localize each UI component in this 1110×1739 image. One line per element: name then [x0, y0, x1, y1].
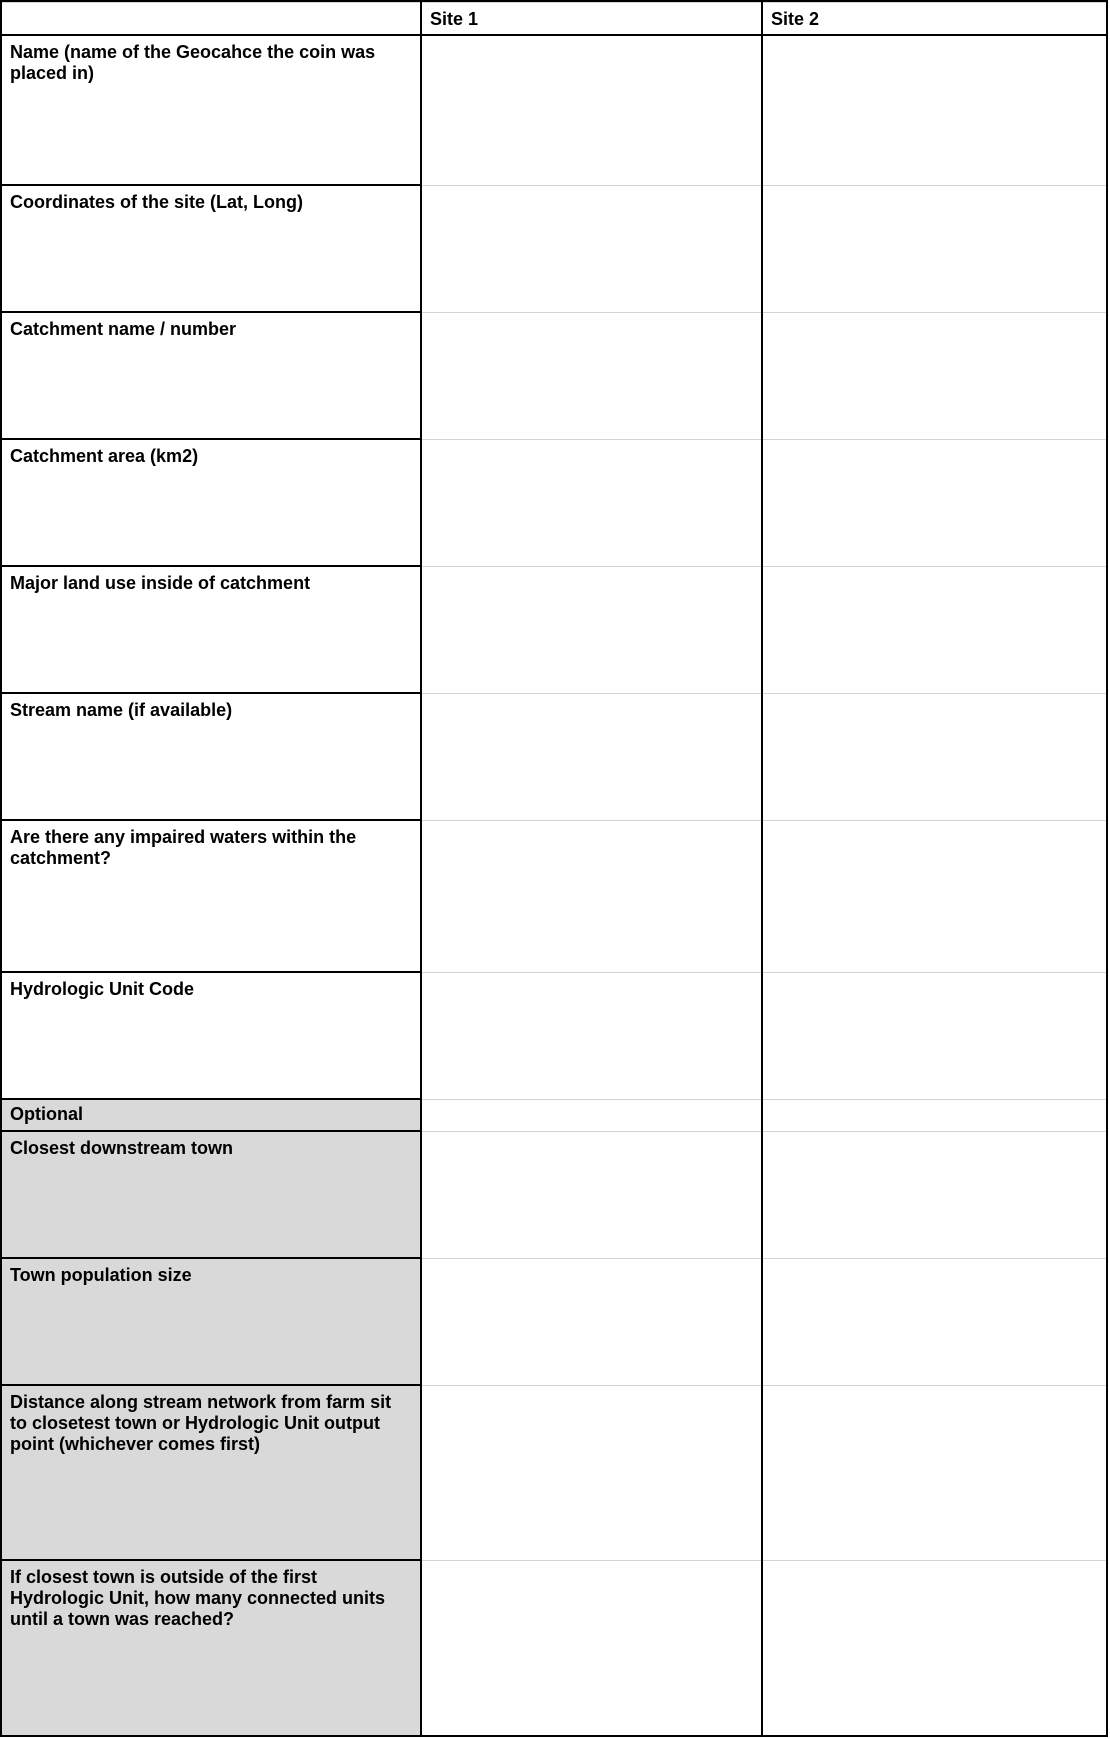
site-1-huc-cell[interactable] — [421, 972, 762, 1099]
site-2-name-cell[interactable] — [762, 35, 1106, 185]
site-2-stream-distance-cell[interactable] — [762, 1385, 1106, 1560]
row-label-hydrologic-unit-code: Hydrologic Unit Code — [2, 972, 421, 1099]
site-2-catchment-name-cell[interactable] — [762, 312, 1106, 439]
site-1-connected-units-cell[interactable] — [421, 1560, 762, 1735]
column-header-site-1: Site 1 — [421, 3, 762, 36]
site-1-coordinates-cell[interactable] — [421, 185, 762, 312]
table-row — [2, 820, 1106, 972]
optional-section-label: Optional — [2, 1099, 421, 1131]
table-row — [2, 693, 1106, 820]
table-row — [2, 1131, 1106, 1258]
table-row — [2, 566, 1106, 693]
site-1-catchment-name-cell[interactable] — [421, 312, 762, 439]
row-label-connected-units: If closest town is outside of the first Hydrologic Unit, how many connected units until a town was reached? — [2, 1560, 421, 1735]
row-label-catchment-area: Catchment area (km2) — [2, 439, 421, 566]
column-header-label — [2, 3, 421, 36]
site-1-downstream-town-cell[interactable] — [421, 1131, 762, 1258]
site-comparison-table — [2, 2, 1106, 1735]
table-row — [2, 35, 1106, 185]
site-2-stream-name-cell[interactable] — [762, 693, 1106, 820]
site-2-huc-cell[interactable] — [762, 972, 1106, 1099]
row-label-stream-distance: Distance along stream network from farm sit to closetest town or Hydrologic Unit output point (whichever comes first) — [2, 1385, 421, 1560]
row-label-name: Name (name of the Geocahce the coin was placed in) — [2, 35, 421, 185]
optional-header-site-1-cell — [421, 1099, 762, 1131]
column-header-site-2: Site 2 — [762, 3, 1106, 36]
site-1-land-use-cell[interactable] — [421, 566, 762, 693]
row-label-stream-name: Stream name (if available) — [2, 693, 421, 820]
table-row — [2, 439, 1106, 566]
site-2-connected-units-cell[interactable] — [762, 1560, 1106, 1735]
site-1-name-cell[interactable] — [421, 35, 762, 185]
site-2-downstream-town-cell[interactable] — [762, 1131, 1106, 1258]
site-1-catchment-area-cell[interactable] — [421, 439, 762, 566]
table-row — [2, 972, 1106, 1099]
table-row — [2, 1560, 1106, 1735]
row-label-town-population: Town population size — [2, 1258, 421, 1385]
site-1-stream-distance-cell[interactable] — [421, 1385, 762, 1560]
optional-section-header-row — [2, 1099, 1106, 1131]
row-label-impaired-waters: Are there any impaired waters within the catchment? — [2, 820, 421, 972]
table-row — [2, 312, 1106, 439]
table-header-row — [2, 3, 1106, 36]
site-2-coordinates-cell[interactable] — [762, 185, 1106, 312]
table-row — [2, 1385, 1106, 1560]
row-label-coordinates: Coordinates of the site (Lat, Long) — [2, 185, 421, 312]
site-1-stream-name-cell[interactable] — [421, 693, 762, 820]
site-1-town-population-cell[interactable] — [421, 1258, 762, 1385]
row-label-land-use: Major land use inside of catchment — [2, 566, 421, 693]
row-label-downstream-town: Closest downstream town — [2, 1131, 421, 1258]
site-2-catchment-area-cell[interactable] — [762, 439, 1106, 566]
site-1-impaired-waters-cell[interactable] — [421, 820, 762, 972]
row-label-catchment-name: Catchment name / number — [2, 312, 421, 439]
site-2-land-use-cell[interactable] — [762, 566, 1106, 693]
table-row — [2, 1258, 1106, 1385]
site-2-impaired-waters-cell[interactable] — [762, 820, 1106, 972]
site-2-town-population-cell[interactable] — [762, 1258, 1106, 1385]
table-row — [2, 185, 1106, 312]
optional-header-site-2-cell — [762, 1099, 1106, 1131]
